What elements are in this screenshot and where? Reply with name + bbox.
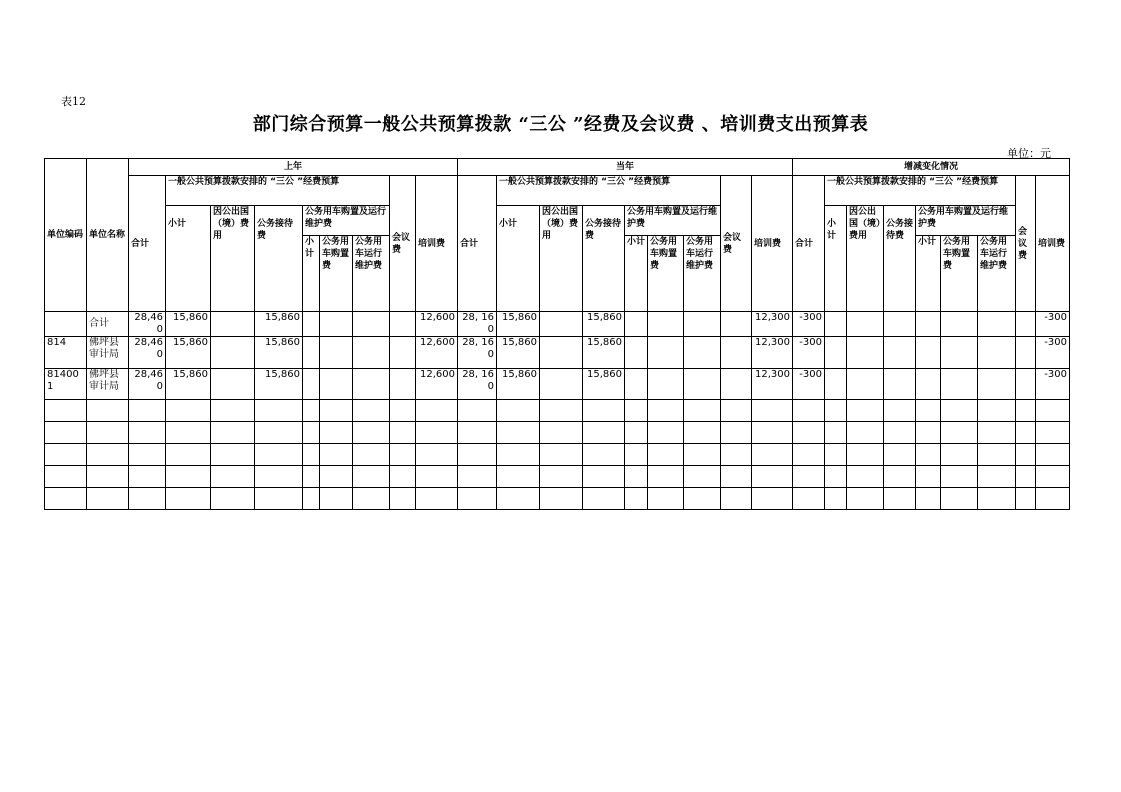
empty-cell bbox=[211, 444, 255, 466]
empty-cell bbox=[752, 488, 793, 510]
empty-cell bbox=[166, 400, 211, 422]
empty-cell bbox=[458, 466, 497, 488]
ch-abroad-header: 因公出国（境）费用 bbox=[847, 206, 884, 312]
table-number: 表12 bbox=[61, 95, 86, 108]
empty-row bbox=[45, 422, 1070, 444]
empty-cell bbox=[884, 444, 916, 466]
cell-ch-meet bbox=[1016, 337, 1036, 369]
empty-cell bbox=[129, 400, 166, 422]
cell-ly-total: 28,460 bbox=[129, 312, 166, 337]
ty-reception-header: 公务接待费 bbox=[583, 206, 625, 312]
empty-cell bbox=[916, 488, 941, 510]
cell-ty-vpur bbox=[648, 337, 684, 369]
unit-label: 单位：元 bbox=[1007, 147, 1051, 160]
cell-ty-vsub bbox=[625, 369, 648, 400]
header-row-1 bbox=[45, 159, 1070, 176]
cell-ch-recep bbox=[884, 312, 916, 337]
empty-cell bbox=[497, 400, 540, 422]
empty-cell bbox=[884, 466, 916, 488]
empty-cell bbox=[941, 422, 978, 444]
cell-ly-sub: 15,860 bbox=[166, 312, 211, 337]
cell-ch-vsub bbox=[916, 312, 941, 337]
empty-cell bbox=[129, 422, 166, 444]
empty-cell bbox=[320, 444, 353, 466]
empty-cell bbox=[129, 488, 166, 510]
empty-cell bbox=[793, 466, 825, 488]
ly-reception-header: 公务接待费 bbox=[255, 206, 303, 312]
empty-cell bbox=[916, 444, 941, 466]
ly-total-header: 合计 bbox=[129, 176, 166, 312]
empty-cell bbox=[721, 422, 752, 444]
empty-cell bbox=[255, 488, 303, 510]
cell-ty-recep: 15,860 bbox=[583, 312, 625, 337]
ly-vehicle-maintain-header: 公务用车运行维护费 bbox=[353, 236, 390, 312]
cell-ty-abroad bbox=[540, 312, 583, 337]
cell-ch-sub bbox=[825, 369, 847, 400]
cell-ty-abroad bbox=[540, 369, 583, 400]
empty-cell bbox=[353, 488, 390, 510]
empty-cell bbox=[497, 422, 540, 444]
last-year-header: 上年 bbox=[129, 159, 458, 176]
ch-subtotal-header: 小计 bbox=[825, 206, 847, 312]
cell-ly-meet bbox=[390, 337, 416, 369]
empty-cell bbox=[1016, 466, 1036, 488]
empty-cell bbox=[416, 466, 458, 488]
this-year-header: 当年 bbox=[458, 159, 793, 176]
empty-cell bbox=[1036, 400, 1070, 422]
empty-cell bbox=[1036, 444, 1070, 466]
ly-abroad-header: 因公出国（境）费用 bbox=[211, 206, 255, 312]
empty-cell bbox=[45, 444, 87, 466]
cell-name: 合计 bbox=[87, 312, 129, 337]
cell-ty-train: 12,300 bbox=[752, 312, 793, 337]
empty-cell bbox=[540, 488, 583, 510]
ch-vehicle-header: 公务用车购置及运行维护费 bbox=[916, 206, 1016, 236]
cell-ch-meet bbox=[1016, 369, 1036, 400]
cell-ly-recep: 15,860 bbox=[255, 369, 303, 400]
cell-ch-vpur bbox=[941, 312, 978, 337]
cell-ty-sub: 15,860 bbox=[497, 312, 540, 337]
cell-ch-vsub bbox=[916, 337, 941, 369]
empty-cell bbox=[825, 444, 847, 466]
empty-cell bbox=[255, 400, 303, 422]
empty-cell bbox=[166, 488, 211, 510]
ly-training-header: 培训费 bbox=[416, 176, 458, 312]
ch-vehicle-purchase-header: 公务用车购置费 bbox=[941, 236, 978, 312]
empty-cell bbox=[793, 400, 825, 422]
ch-vehicle-maintain-header: 公务用车运行维护费 bbox=[978, 236, 1016, 312]
empty-row bbox=[45, 444, 1070, 466]
empty-cell bbox=[458, 444, 497, 466]
ty-training-header: 培训费 bbox=[752, 176, 793, 312]
empty-cell bbox=[941, 466, 978, 488]
cell-ly-train: 12,600 bbox=[416, 337, 458, 369]
cell-ch-abroad bbox=[847, 312, 884, 337]
cell-ly-vmain bbox=[353, 312, 390, 337]
cell-ch-meet bbox=[1016, 312, 1036, 337]
empty-cell bbox=[825, 422, 847, 444]
cell-ty-train: 12,300 bbox=[752, 369, 793, 400]
header-row-2 bbox=[45, 176, 1070, 206]
empty-cell bbox=[303, 488, 320, 510]
empty-cell bbox=[255, 466, 303, 488]
empty-cell bbox=[45, 466, 87, 488]
empty-cell bbox=[540, 444, 583, 466]
empty-cell bbox=[390, 422, 416, 444]
empty-cell bbox=[583, 466, 625, 488]
cell-ch-recep bbox=[884, 337, 916, 369]
cell-ly-vsub bbox=[303, 337, 320, 369]
cell-ty-abroad bbox=[540, 337, 583, 369]
empty-cell bbox=[45, 422, 87, 444]
ty-abroad-header: 因公出国（境）费用 bbox=[540, 206, 583, 312]
empty-cell bbox=[416, 444, 458, 466]
empty-cell bbox=[625, 444, 648, 466]
empty-cell bbox=[320, 488, 353, 510]
cell-name: 佛坪县审计局 bbox=[87, 337, 129, 369]
empty-cell bbox=[211, 488, 255, 510]
empty-cell bbox=[45, 400, 87, 422]
empty-row bbox=[45, 488, 1070, 510]
cell-ly-vpur bbox=[320, 369, 353, 400]
empty-cell bbox=[625, 400, 648, 422]
empty-cell bbox=[625, 466, 648, 488]
empty-cell bbox=[166, 422, 211, 444]
empty-cell bbox=[320, 422, 353, 444]
ty-total-header: 合计 bbox=[458, 176, 497, 312]
empty-cell bbox=[941, 444, 978, 466]
empty-cell bbox=[752, 400, 793, 422]
table-row bbox=[45, 312, 1070, 337]
empty-cell bbox=[648, 400, 684, 422]
empty-cell bbox=[916, 400, 941, 422]
unit-name-header: 单位名称 bbox=[87, 159, 129, 312]
cell-ty-vpur bbox=[648, 312, 684, 337]
empty-cell bbox=[884, 488, 916, 510]
cell-ly-vmain bbox=[353, 369, 390, 400]
empty-cell bbox=[416, 400, 458, 422]
empty-cell bbox=[648, 466, 684, 488]
empty-cell bbox=[303, 466, 320, 488]
cell-ty-recep: 15,860 bbox=[583, 369, 625, 400]
empty-cell bbox=[540, 422, 583, 444]
empty-cell bbox=[648, 422, 684, 444]
empty-cell bbox=[497, 466, 540, 488]
empty-cell bbox=[978, 444, 1016, 466]
empty-cell bbox=[583, 444, 625, 466]
empty-cell bbox=[583, 400, 625, 422]
cell-ch-train: -300 bbox=[1036, 337, 1070, 369]
unit-code-header: 单位编码 bbox=[45, 159, 87, 312]
cell-ly-train: 12,600 bbox=[416, 369, 458, 400]
empty-cell bbox=[87, 444, 129, 466]
empty-cell bbox=[847, 400, 884, 422]
empty-cell bbox=[390, 444, 416, 466]
empty-cell bbox=[166, 466, 211, 488]
ty-group-header: 一般公共预算拨款安排的 “三公 ”经费预算 bbox=[497, 176, 721, 206]
cell-ly-recep: 15,860 bbox=[255, 312, 303, 337]
empty-cell bbox=[1016, 488, 1036, 510]
cell-code: 814 bbox=[45, 337, 87, 369]
empty-cell bbox=[211, 466, 255, 488]
cell-ly-vpur bbox=[320, 337, 353, 369]
empty-cell bbox=[320, 400, 353, 422]
empty-cell bbox=[916, 422, 941, 444]
empty-cell bbox=[1016, 422, 1036, 444]
ch-reception-header: 公务接待费 bbox=[884, 206, 916, 312]
empty-cell bbox=[87, 488, 129, 510]
cell-ty-vsub bbox=[625, 312, 648, 337]
cell-ch-recep bbox=[884, 369, 916, 400]
empty-cell bbox=[793, 444, 825, 466]
ch-total-header: 合计 bbox=[793, 176, 825, 312]
empty-cell bbox=[1016, 400, 1036, 422]
empty-cell bbox=[721, 400, 752, 422]
ly-meeting-header: 会议费 bbox=[390, 176, 416, 312]
empty-cell bbox=[166, 444, 211, 466]
cell-code: 814001 bbox=[45, 369, 87, 400]
empty-cell bbox=[497, 444, 540, 466]
empty-cell bbox=[320, 466, 353, 488]
empty-cell bbox=[978, 488, 1016, 510]
cell-ly-total: 28,460 bbox=[129, 337, 166, 369]
cell-ty-train: 12,300 bbox=[752, 337, 793, 369]
cell-ch-vsub bbox=[916, 369, 941, 400]
empty-cell bbox=[540, 400, 583, 422]
empty-cell bbox=[211, 400, 255, 422]
empty-cell bbox=[684, 422, 721, 444]
empty-row bbox=[45, 466, 1070, 488]
empty-cell bbox=[721, 488, 752, 510]
cell-ly-sub: 15,860 bbox=[166, 369, 211, 400]
empty-cell bbox=[684, 466, 721, 488]
ty-meeting-header: 会议费 bbox=[721, 176, 752, 312]
header-row-3 bbox=[45, 206, 1070, 236]
empty-cell bbox=[87, 422, 129, 444]
cell-ch-vmain bbox=[978, 337, 1016, 369]
empty-cell bbox=[625, 488, 648, 510]
cell-ty-vpur bbox=[648, 369, 684, 400]
cell-ly-abroad bbox=[211, 369, 255, 400]
cell-name: 佛坪县审计局 bbox=[87, 369, 129, 400]
cell-ly-train: 12,600 bbox=[416, 312, 458, 337]
empty-cell bbox=[847, 422, 884, 444]
cell-ty-sub: 15,860 bbox=[497, 337, 540, 369]
empty-cell bbox=[45, 488, 87, 510]
cell-ty-vsub bbox=[625, 337, 648, 369]
cell-ch-train: -300 bbox=[1036, 369, 1070, 400]
cell-ly-vpur bbox=[320, 312, 353, 337]
ty-vehicle-purchase-header: 公务用车购置费 bbox=[648, 236, 684, 312]
empty-cell bbox=[684, 488, 721, 510]
empty-cell bbox=[303, 400, 320, 422]
ty-vehicle-subtotal-header: 小计 bbox=[625, 236, 648, 312]
cell-ty-meet bbox=[721, 312, 752, 337]
cell-ch-vpur bbox=[941, 369, 978, 400]
cell-ly-abroad bbox=[211, 337, 255, 369]
empty-cell bbox=[752, 422, 793, 444]
ly-vehicle-header: 公务用车购置及运行维护费 bbox=[303, 206, 390, 236]
empty-cell bbox=[684, 444, 721, 466]
cell-ch-abroad bbox=[847, 337, 884, 369]
empty-cell bbox=[941, 400, 978, 422]
empty-cell bbox=[847, 444, 884, 466]
empty-cell bbox=[648, 444, 684, 466]
empty-cell bbox=[847, 466, 884, 488]
empty-cell bbox=[825, 400, 847, 422]
empty-row bbox=[45, 400, 1070, 422]
ly-subtotal-header: 小计 bbox=[166, 206, 211, 312]
empty-cell bbox=[978, 422, 1016, 444]
ly-group-header: 一般公共预算拨款安排的 “三公 ”经费预算 bbox=[166, 176, 390, 206]
cell-ty-total: 28, 160 bbox=[458, 337, 497, 369]
cell-ty-vmain bbox=[684, 369, 721, 400]
empty-cell bbox=[353, 400, 390, 422]
ch-vehicle-subtotal-header: 小计 bbox=[916, 236, 941, 312]
empty-cell bbox=[583, 488, 625, 510]
empty-cell bbox=[416, 488, 458, 510]
empty-cell bbox=[884, 422, 916, 444]
empty-cell bbox=[129, 444, 166, 466]
empty-cell bbox=[916, 466, 941, 488]
empty-cell bbox=[793, 422, 825, 444]
empty-cell bbox=[1016, 444, 1036, 466]
empty-cell bbox=[303, 444, 320, 466]
empty-cell bbox=[458, 488, 497, 510]
empty-cell bbox=[390, 466, 416, 488]
empty-cell bbox=[1036, 466, 1070, 488]
ch-meeting-header: 会议费 bbox=[1016, 176, 1036, 312]
empty-cell bbox=[752, 466, 793, 488]
empty-cell bbox=[303, 422, 320, 444]
cell-ly-meet bbox=[390, 312, 416, 337]
cell-ch-total: -300 bbox=[793, 312, 825, 337]
empty-cell bbox=[353, 466, 390, 488]
empty-cell bbox=[978, 466, 1016, 488]
cell-ty-meet bbox=[721, 337, 752, 369]
empty-cell bbox=[721, 466, 752, 488]
cell-ty-vmain bbox=[684, 312, 721, 337]
cell-ch-vmain bbox=[978, 369, 1016, 400]
empty-cell bbox=[978, 400, 1016, 422]
cell-ch-sub bbox=[825, 312, 847, 337]
ch-group-header: 一般公共预算拨款安排的 “三公 ”经费预算 bbox=[825, 176, 1016, 206]
cell-ty-vmain bbox=[684, 337, 721, 369]
empty-cell bbox=[941, 488, 978, 510]
page-title: 部门综合预算一般公共预算拨款 “三公 ”经费及会议费 、培训费支出预算表 bbox=[252, 114, 869, 135]
cell-code bbox=[45, 312, 87, 337]
empty-cell bbox=[793, 488, 825, 510]
empty-cell bbox=[211, 422, 255, 444]
ty-subtotal-header: 小计 bbox=[497, 206, 540, 312]
cell-ch-vpur bbox=[941, 337, 978, 369]
empty-cell bbox=[684, 400, 721, 422]
cell-ly-meet bbox=[390, 369, 416, 400]
cell-ly-vsub bbox=[303, 312, 320, 337]
empty-cell bbox=[721, 444, 752, 466]
empty-cell bbox=[825, 488, 847, 510]
ch-training-header: 培训费 bbox=[1036, 176, 1070, 312]
budget-table bbox=[44, 158, 1070, 510]
empty-cell bbox=[353, 422, 390, 444]
ly-vehicle-subtotal-header: 小计 bbox=[303, 236, 320, 312]
ly-vehicle-purchase-header: 公务用车购置费 bbox=[320, 236, 353, 312]
table-row bbox=[45, 369, 1070, 400]
cell-ch-total: -300 bbox=[793, 369, 825, 400]
cell-ty-meet bbox=[721, 369, 752, 400]
empty-cell bbox=[255, 422, 303, 444]
empty-cell bbox=[87, 400, 129, 422]
empty-cell bbox=[884, 400, 916, 422]
ty-vehicle-header: 公务用车购置及运行维护费 bbox=[625, 206, 721, 236]
empty-cell bbox=[390, 400, 416, 422]
cell-ty-recep: 15,860 bbox=[583, 337, 625, 369]
empty-cell bbox=[752, 444, 793, 466]
cell-ch-abroad bbox=[847, 369, 884, 400]
empty-cell bbox=[625, 422, 648, 444]
empty-cell bbox=[497, 488, 540, 510]
empty-cell bbox=[390, 488, 416, 510]
cell-ch-sub bbox=[825, 337, 847, 369]
cell-ch-vmain bbox=[978, 312, 1016, 337]
table-row bbox=[45, 337, 1070, 369]
empty-cell bbox=[847, 488, 884, 510]
cell-ty-total: 28, 160 bbox=[458, 369, 497, 400]
empty-cell bbox=[1036, 488, 1070, 510]
ty-vehicle-maintain-header: 公务用车运行维护费 bbox=[684, 236, 721, 312]
cell-ly-vmain bbox=[353, 337, 390, 369]
cell-ly-vsub bbox=[303, 369, 320, 400]
cell-ch-train: -300 bbox=[1036, 312, 1070, 337]
cell-ly-sub: 15,860 bbox=[166, 337, 211, 369]
change-header: 增减变化情况 bbox=[793, 159, 1070, 176]
cell-ty-sub: 15,860 bbox=[497, 369, 540, 400]
empty-cell bbox=[458, 400, 497, 422]
empty-cell bbox=[540, 466, 583, 488]
empty-cell bbox=[825, 466, 847, 488]
empty-cell bbox=[87, 466, 129, 488]
empty-cell bbox=[255, 444, 303, 466]
cell-ch-total: -300 bbox=[793, 337, 825, 369]
cell-ly-total: 28,460 bbox=[129, 369, 166, 400]
empty-cell bbox=[416, 422, 458, 444]
empty-cell bbox=[648, 488, 684, 510]
empty-cell bbox=[1036, 422, 1070, 444]
cell-ly-abroad bbox=[211, 312, 255, 337]
empty-cell bbox=[353, 444, 390, 466]
empty-cell bbox=[458, 422, 497, 444]
cell-ty-total: 28, 160 bbox=[458, 312, 497, 337]
cell-ly-recep: 15,860 bbox=[255, 337, 303, 369]
empty-cell bbox=[129, 466, 166, 488]
empty-cell bbox=[583, 422, 625, 444]
